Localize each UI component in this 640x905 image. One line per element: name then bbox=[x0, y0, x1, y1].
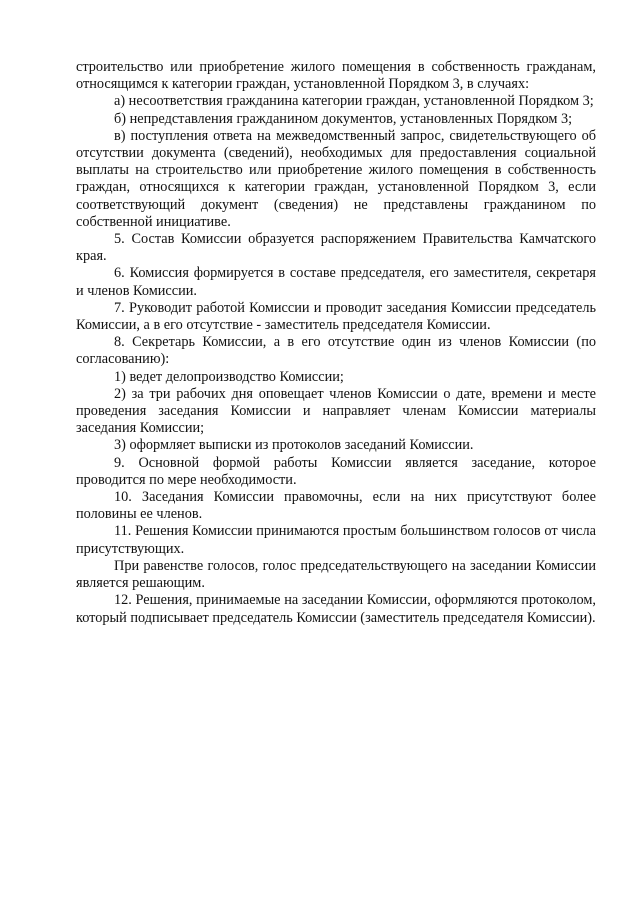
paragraph-item-v: в) поступления ответа на межведомственный запрос, свидетельствующего об отсутствии документа (сведений), необходимых для предоставления социальной выплаты на строительство или приобретение жилого помещения в собственность граждан, относящихся к категории граждан, установленной Порядком 3, если соответствующий документ (сведения) не представлены гражданином по собственной инициативе. bbox=[76, 127, 596, 230]
paragraph-clause-9: 9. Основной формой работы Комиссии является заседание, которое проводится по мере необходимости. bbox=[76, 454, 596, 488]
paragraph-clause-11-tie: При равенстве голосов, голос председательствующего на заседании Комиссии является решающим. bbox=[76, 557, 596, 592]
paragraph-clause-7: 7. Руководит работой Комиссии и проводит заседания Комиссии председатель Комиссии, а в его отсутствие - заместитель председателя Комиссии. bbox=[76, 299, 596, 334]
paragraph-clause-8: 8. Секретарь Комиссии, а в его отсутствие один из членов Комиссии (по согласованию): bbox=[76, 334, 596, 368]
paragraph-clause-8-item-2: 2) за три рабочих дня оповещает членов Комиссии о дате, времени и месте проведения заседания Комиссии и направляет членам Комиссии материалы заседания Комиссии; bbox=[76, 385, 596, 437]
paragraph-item-b: б) непредставления гражданином документов, установленных Порядком 3; bbox=[114, 110, 573, 127]
paragraph-clause-10: 10. Заседания Комиссии правомочны, если на них присутствуют более половины ее членов. bbox=[76, 489, 596, 523]
paragraph-clause-12: 12. Решения, принимаемые на заседании Комиссии, оформляются протоколом, который подписывает председатель Комиссии (заместитель председателя Комиссии). bbox=[76, 592, 596, 626]
paragraph-clause-5: 5. Состав Комиссии образуется распоряжением Правительства Камчатского края. bbox=[76, 231, 596, 265]
paragraph-clause-6: 6. Комиссия формируется в составе председателя, его заместителя, секретаря и членов Комиссии. bbox=[76, 265, 596, 299]
paragraph-clause-11: 11. Решения Комиссии принимаются простым большинством голосов от числа присутствующих. bbox=[76, 523, 596, 557]
paragraph-clause-8-item-1: 1) ведет делопроизводство Комиссии; bbox=[114, 368, 344, 385]
paragraph-clause-8-item-3: 3) оформляет выписки из протоколов заседаний Комиссии. bbox=[114, 437, 474, 454]
paragraph-item-a: а) несоответствия гражданина категории граждан, установленной Порядком 3; bbox=[114, 93, 594, 110]
paragraph-continuation: строительство или приобретение жилого помещения в собственность гражданам, относящимся к категории граждан, установленной Порядком 3, в случаях: bbox=[76, 59, 596, 93]
